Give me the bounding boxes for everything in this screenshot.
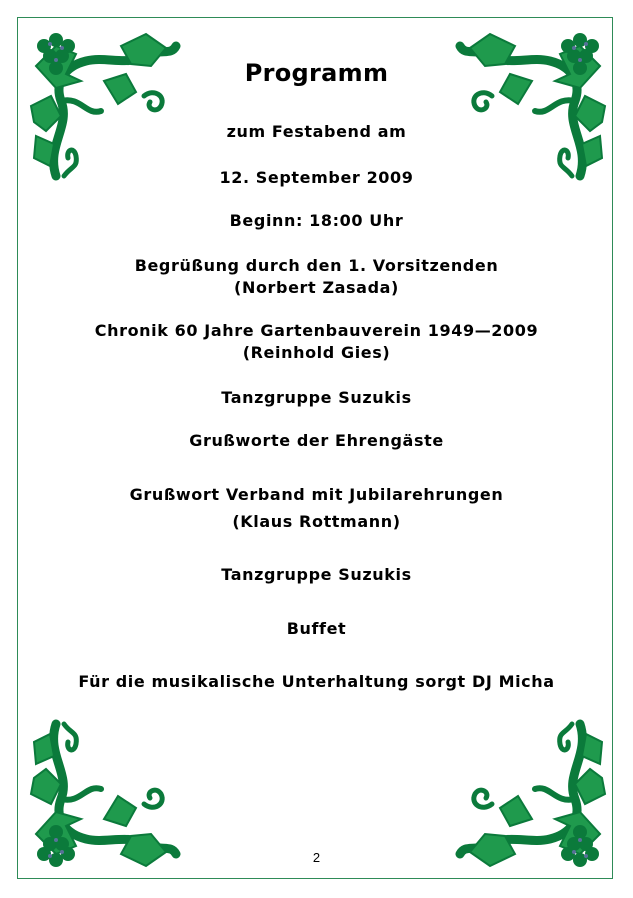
program-item-speaker: (Klaus Rottmann)	[232, 512, 401, 531]
program-item: Grußworte der Ehrengäste	[189, 431, 444, 450]
start-time: Beginn: 18:00 Uhr	[229, 211, 404, 230]
event-date: 12. September 2009	[219, 168, 414, 187]
program-item: Tanzgruppe Suzukis	[221, 565, 412, 584]
program-item: Begrüßung durch den 1. Vorsitzenden	[134, 256, 499, 275]
vine-ornament-top-right	[450, 26, 610, 186]
program-item: Chronik 60 Jahre Gartenbauverein 1949—2009	[94, 321, 539, 340]
program-item: Buffet	[286, 619, 347, 638]
page-title: Programm	[244, 59, 389, 87]
subtitle: zum Festabend am	[226, 122, 407, 141]
program-item: Für die musikalische Unterhaltung sorgt DJ Micha	[78, 672, 555, 691]
vine-ornament-top-left	[26, 26, 186, 186]
program-item-speaker: (Reinhold Gies)	[242, 343, 391, 362]
vine-icon	[26, 26, 186, 186]
program-item-speaker: (Norbert Zasada)	[234, 278, 399, 297]
program-item: Grußwort Verband mit Jubilarehrungen	[129, 485, 504, 504]
page-number: 2	[312, 850, 321, 865]
program-item: Tanzgruppe Suzukis	[221, 388, 412, 407]
vine-icon	[450, 26, 610, 186]
